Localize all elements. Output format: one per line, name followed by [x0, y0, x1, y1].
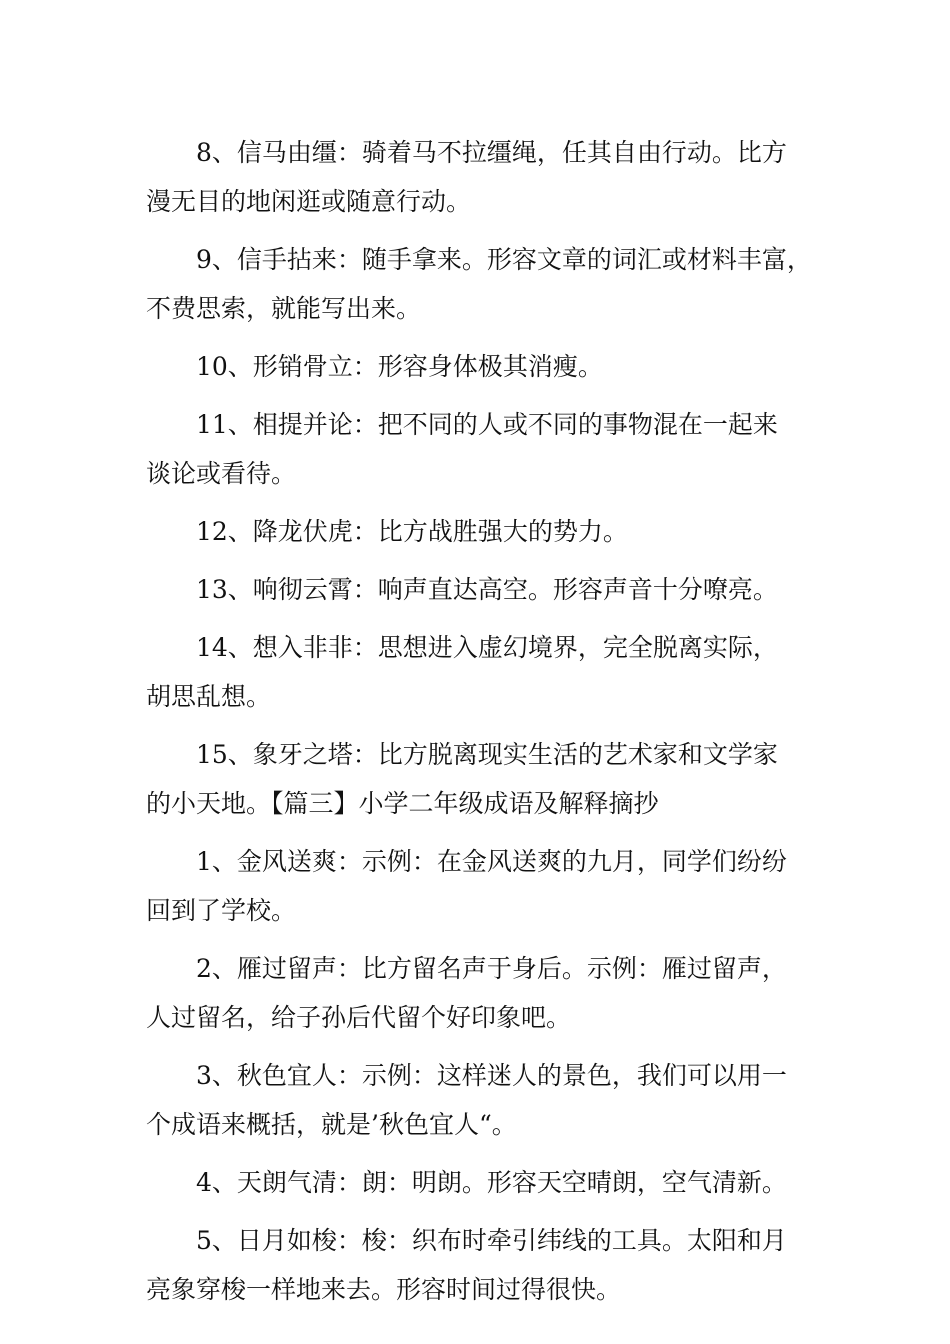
entry-line: 1、金风送爽：示例：在金风送爽的九月，同学们纷纷	[196, 847, 787, 876]
entry-line: 的小天地。【篇三】小学二年级成语及解释摘抄	[146, 789, 659, 818]
entry-line: 谈论或看待。	[146, 459, 297, 488]
entry-line: 12、降龙伏虎：比方战胜强大的势力。	[196, 517, 628, 546]
idiom-entry-3	[146, 1051, 826, 1149]
entry-line: 4、天朗气清：朗：明朗。形容天空晴朗，空气清新。	[196, 1168, 787, 1197]
idiom-entry-9	[146, 235, 826, 333]
entry-line: 亮象穿梭一样地来去。形容时间过得很快。	[146, 1275, 622, 1304]
entry-line: 15、象牙之塔：比方脱离现实生活的艺术家和文学家	[196, 740, 778, 769]
entry-line: 9、信手拈来：随手拿来。形容文章的词汇或材料丰富，	[196, 245, 812, 274]
idiom-entry-2	[146, 944, 826, 1042]
entry-line: 2、雁过留声：比方留名声于身后。示例：雁过留声，	[196, 954, 787, 983]
entry-line: 14、想入非非：思想进入虚幻境界，完全脱离实际，	[196, 633, 778, 662]
entry-line: 11、相提并论：把不同的人或不同的事物混在一起来	[196, 410, 778, 439]
idiom-entry-8	[146, 128, 826, 226]
entry-line: 漫无目的地闲逛或随意行动。	[146, 187, 472, 216]
idiom-entry-13	[146, 565, 826, 614]
entry-line: 人过留名，给子孙后代留个好印象吧。	[146, 1003, 572, 1032]
entry-line: 胡思乱想。	[146, 682, 272, 711]
idiom-entry-1	[146, 837, 826, 935]
entry-line: 回到了学校。	[146, 896, 297, 925]
idiom-entry-5	[146, 1216, 826, 1314]
idiom-entry-15	[146, 730, 826, 828]
entry-line: 13、响彻云霄：响声直达高空。形容声音十分嘹亮。	[196, 575, 778, 604]
entry-line: 不费思索，就能写出来。	[146, 294, 422, 323]
idiom-entry-4	[146, 1158, 826, 1207]
idiom-entry-14	[146, 623, 826, 721]
idiom-entry-11	[146, 400, 826, 498]
idiom-entry-12	[146, 507, 826, 556]
idiom-entry-10	[146, 342, 826, 391]
entry-line: 10、形销骨立：形容身体极其消瘦。	[196, 352, 603, 381]
entry-line: 5、日月如梭：梭：织布时牵引纬线的工具。太阳和月	[196, 1226, 787, 1255]
entry-line: 个成语来概括，就是’秋色宜人“。	[146, 1110, 517, 1139]
entry-line: 8、信马由缰：骑着马不拉缰绳，任其自由行动。比方	[196, 138, 787, 167]
document-body	[146, 128, 826, 1323]
entry-line: 3、秋色宜人：示例：这样迷人的景色，我们可以用一	[196, 1061, 787, 1090]
